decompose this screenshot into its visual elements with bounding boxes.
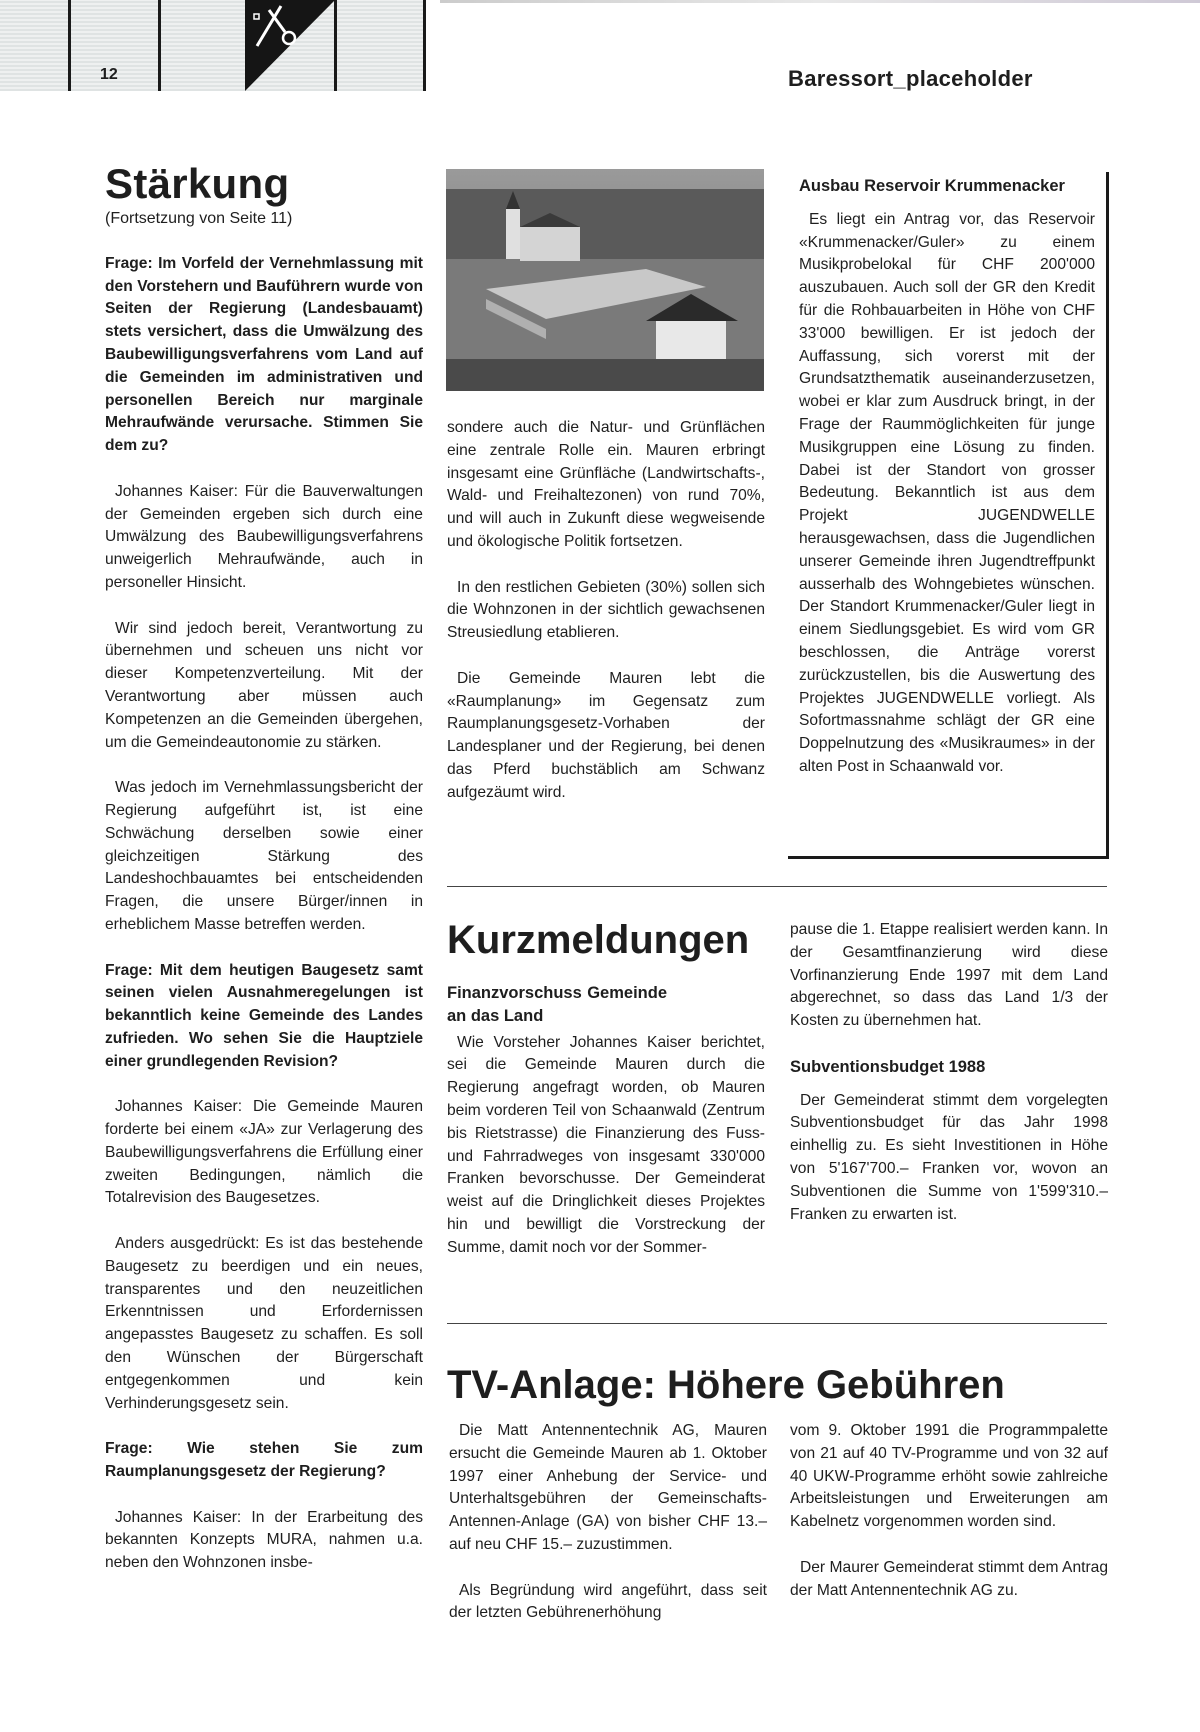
interview-question: Frage: Im Vorfeld der Vernehmlassung mit den Vorstehern und Bauführern wurde von Seiten der Regierung (Landesbauamt) stets versichert, dass die Umwälzung des Baubewilligungsverfahrens vom Land auf die Gemeinden im administrativen und personellen Bereich nur marginale Mehraufwände verursache. Stimmen Sie dem zu? xyxy=(105,254,423,455)
section-title: Baressort_placeholder xyxy=(788,66,1033,91)
interview-answer: Johannes Kaiser: In der Erarbeitung des bekannten Konzepts MURA, nahmen u.a. neben den Wohnzonen insbe- xyxy=(105,1508,423,1572)
tv-anlage-title: TV-Anlage: Höhere Gebühren xyxy=(447,1363,1005,1407)
kurzmeldungen-title: Kurzmeldungen xyxy=(447,918,750,962)
header-band xyxy=(0,0,425,91)
finanzvorschuss-heading: Finanzvorschuss Gemeinde an das Land xyxy=(447,984,667,1025)
article-subtitle: (Fortsetzung von Seite 11) xyxy=(105,210,293,227)
reservoir-article xyxy=(799,175,1095,802)
subventionsbudget-text: Der Gemeinderat stimmt dem vorgelegten Subventionsbudget für das Jahr 1998 einhellig zu. Es sieht Investitionen in Höhe von 5'167'700.– Franken vor, wovon an Subventionen die Summe von 1'599'310.– Franken zu erwarten ist. xyxy=(790,1091,1108,1223)
kurzmeldungen-col3 xyxy=(790,919,1108,1249)
reservoir-text: Es liegt ein Antrag vor, das Reservoir «Krummenacker/Guler» zu einem Musikprobelokal für CHF 200'000 auszubauen. Auch soll der GR den Kredit für die Rohbauarbeiten in Höhe von CHF 33'000 bewilligen. Er ist jedoch der Auffassung, sich vorerst mit der Grundsatzthematik auseinanderzusetzen, wobei er klar zum Ausdruck bringt, in der Frage der Raummöglichkeiten für junge Musikgruppen eine Lösung zu finden. Dabei ist der Standort von grosser Bedeutung. Bekanntlich ist aus dem Projekt JUGENDWELLE herausgewachsen, dass die Jugendlichen unserer Gemeinde ihren Jugendtreffpunkt ausserhalb des Wohngebietes wünschen. Der Standort Krummenacker/Guler liegt in einem Siedlungsgebiet. Es wird vom GR beschlossen, die Anträge vorerst zurückzustellen, bis die Auswertung des Projektes JUGENDWELLE vorliegt. Als Sofortmassnahme schlägt der GR eine Doppelnutzung des «Musikraumes» in der alten Post in Schaanwald vor. xyxy=(799,210,1095,775)
subventionsbudget-heading: Subventionsbudget 1988 xyxy=(790,1057,986,1076)
divider xyxy=(447,886,1107,887)
divider xyxy=(447,1323,1107,1324)
interview-answer: Was jedoch im Vernehmlassungsbericht der Regierung aufgeführt ist, ist eine Schwächung derselben sowie einer gleichzeitigen Stärkung des Landeshochbauamtes bei entscheidenden Fragen, die unsere Bürger/innen in erheblichem Masse betreffen werden. xyxy=(105,779,423,933)
article-staerkung xyxy=(105,160,423,1598)
article-title: Stärkung xyxy=(105,160,290,207)
tv-paragraph: vom 9. Oktober 1991 die Programmpalette von 21 auf 40 TV-Programme und von 32 auf 40 UKW-Programme erhöht sowie zahlreiche Arbeitsleistungen und Erweiterungen am Kabelnetz vorgenommen worden sind. xyxy=(790,1422,1108,1531)
header-divider xyxy=(423,0,426,91)
page-number: 12 xyxy=(100,66,118,83)
header-divider xyxy=(68,0,71,91)
interview-question: Frage: Wie stehen Sie zum Raumplanungsgesetz der Regierung? xyxy=(105,1440,423,1481)
article-paragraph: In den restlichen Gebieten (30%) sollen sich die Wohnzonen in der sichtlich gewachsenen Streusiedlung etablieren. xyxy=(447,578,765,642)
top-edge xyxy=(440,0,1200,3)
article-paragraph: Die Gemeinde Mauren lebt die «Raumplanung» im Gegensatz zum Raumplanungsgesetz-Vorhaben der Landesplaner und der Regierung, bei denen das Pferd buchstäblich am Schwanz aufgezäumt wird. xyxy=(447,669,765,801)
interview-answer: Wir sind jedoch bereit, Verantwortung zu übernehmen und scheuen uns nicht vor dieser Kompetenzverteilung. Mit der Verantwortung aber müssen auch Kompetenzen an die Gemeinden übergehen, um die Gemeindeautonomie zu stärken. xyxy=(105,619,423,751)
tv-anlage-left xyxy=(449,1420,767,1648)
article-paragraph: sondere auch die Natur- und Grünflächen eine zentrale Rolle ein. Mauren erbringt insgesamt eine Grünfläche (Landwirtschafts-, Wald- und Freihaltezonen) von rund 70%, und will auch in Zukunft diese wegweisende und ökologische Politik fortsetzen. xyxy=(447,419,765,550)
tv-paragraph: Als Begründung wird angeführt, dass seit der letzten Gebührenerhöhung xyxy=(449,1581,767,1622)
tv-paragraph: Die Matt Antennentechnik AG, Mauren ersucht die Gemeinde Mauren ab 1. Oktober 1997 einer Anhebung der Service- und Unterhaltsgebühren der Gemeinschafts-Antennen-Anlage (GA) von bisher CHF 13.– auf neu CHF 15.– zuzustimmen. xyxy=(449,1422,767,1553)
tv-paragraph: Der Maurer Gemeinderat stimmt dem Antrag der Matt Antennentechnik AG zu. xyxy=(790,1558,1108,1599)
finanzvorschuss-article xyxy=(447,982,765,1282)
finanzvorschuss-text: Wie Vorsteher Johannes Kaiser berichtet, sei die Gemeinde Mauren durch die Regierung angefragt worden, ob Mauren beim vorderen Teil von Schaanwald (Zentrum bis Rietstrasse) die Finanzierung des Fuss- und Fahrradweges von insgesamt 330'000 Franken bevorschusse. Der Gemeinderat weist auf die Dringlichkeit dieses Projektes hin und bewilligt die Vorstreckung der Summe, damit noch vor der Sommer- xyxy=(447,1033,765,1256)
article-staerkung-continued xyxy=(447,417,765,827)
article-body xyxy=(105,253,423,1575)
interview-question: Frage: Mit dem heutigen Baugesetz samt seinen vielen Ausnahmeregelungen ist bekanntlich keine Gemeinde des Landes zufrieden. Wo sehen Sie die Hauptziele einer grundlegenden Revision? xyxy=(105,961,423,1070)
finanzvorschuss-continued: pause die 1. Etappe realisiert werden kann. In der Gesamtfinanzierung wird diese Vorfinanzierung Ende 1997 mit dem Land abgerechnet, so dass das Land 1/3 der Kosten zu übernehmen hat. xyxy=(790,921,1108,1030)
interview-answer: Anders ausgedrückt: Es ist das bestehende Baugesetz zu beerdigen und ein neues, transparentes und den neuzeitlichen Erkenntnissen und Erfordernissen angepasstes Baugesetz zu schaffen. Es soll den Wünschen der Bürgerschaft entgegenkommen und kein Verhinderungsgesetz sein. xyxy=(105,1235,423,1412)
reservoir-heading: Ausbau Reservoir Krummenacker xyxy=(799,177,1065,195)
tools-emblem-icon xyxy=(245,0,337,91)
interview-answer: Johannes Kaiser: Für die Bauverwaltungen der Gemeinden ergeben sich durch eine Umwälzung des Baubewilligungsverfahrens unweigerlich Mehraufwände, auch in personeller Hinsicht. xyxy=(105,482,423,591)
tv-anlage-right xyxy=(790,1420,1108,1625)
interview-answer: Johannes Kaiser: Die Gemeinde Mauren forderte bei einem «JA» zur Verlagerung des Baubewilligungsverfahrens die Erfüllung einer zweiten Bedingungen, nämlich die Totalrevision des Baugesetzes. xyxy=(105,1098,423,1207)
village-photo xyxy=(446,169,764,391)
header-divider xyxy=(158,0,161,91)
